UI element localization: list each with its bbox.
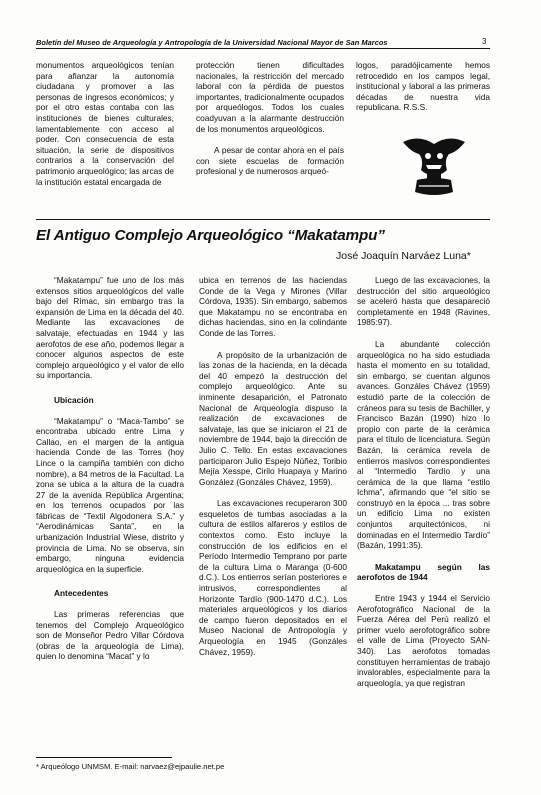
- article-author: José Joaquín Narváez Luna*: [336, 250, 471, 262]
- top-column-3: [356, 60, 490, 113]
- footnote-rule: [36, 757, 172, 758]
- ubicacion-paragraph: “Makatampu” o “Maca-Tambo” se encontraba ubicado entre Lima y Callao, en el margen de la antigua hacienda Conde de las Torres (hoy Lince o la campiña también con dicho nombre), a 84 metros de la Facultad. La zona se ubica a la altura de la cuadra 27 de la avenida República Argentina; en los terrenos ocupados por las fábricas de “Textil Algodonera S.A.” y “Aerodinámicas Santa”, en la urbanización Industrial Wiese, distrito y provincia de Lima. No se observa, sin embargo, ninguna evidencia arqueológica en la superficie.: [36, 415, 184, 574]
- museum-emblem-icon: [397, 132, 471, 200]
- top-column-2-paragraph-1: protección tienen dificultades nacionales, la restricción del mercado laboral con la pérdida de puestos importantes, tradicionalmente ocupados por arqueólogos. Todos los cuales coadyuvan a la alarmante destrucción de los monumentos arqueológicos.: [196, 60, 344, 134]
- intro-paragraph: “Makatampu” fue uno de los más extensos sitios arqueológicos del valle bajo del Rímac, sin embargo tras la expansión de Lima en la década del 40. Mediante las excavaciones de salvataje, efectuadas en 1944 y las aerofotos de ese año, podemos llegar a conocer algunos aspectos de este complejo arqueológico y el valor de ello su importancia.: [36, 275, 184, 381]
- running-header: Boletín del Museo de Arqueología y Antropología de la Universidad Nacional Mayor de San Marcos: [36, 38, 388, 47]
- top-column-1-text: monumentos arqueológicos tenían para afianzar la autonomía ciudadana y promover a las personas de ingresos económicos; y por el otro estas contaba con las instituciones de bienes culturales, lamentablemente con acceso al poder. Con consecuencia de esta situación, la serie de dispositivos contrarios a la conservación del patrimonio arqueológico; las arcas de la institución estatal encargada de: [36, 60, 174, 187]
- article-title: El Antiguo Complejo Arqueológico “Makatampu”: [36, 227, 385, 244]
- article-column-3: [357, 275, 490, 688]
- footnote: * Arqueólogo UNMSM. E-mail: narvaez@ejpaulie.net.pe: [36, 762, 225, 771]
- article-column-2: [199, 275, 347, 657]
- column-3-paragraph-2: La abundante colección arqueológica no ha sido estudiada hasta el momento en su totalidad, sin embargo, se cuentan algunos avances. Gonzáles Chávez (1959) estudió parte de la colección de cráneos para su tesis de Bachiller, y Francisco Bazán (1990) hizo lo propio con parte de la cerámica para el título de licenciatura. Según Bazán, la cerámica revela de entierros masivos correspondientes al “Intermedio Tardío y una cerámica de la que llama “estilo Ichma”, afirmando que “el sitio se construyó en la época ... tras sobre un edificio Lima no existen conjuntos arquitectónicos, ni dominadas en el Intermedio Tardío” (Bazán, 1991:35).: [357, 338, 490, 551]
- aerofotos-heading: Makatampu según las aerofotos de 1944: [357, 561, 490, 583]
- article-column-1: [36, 275, 184, 662]
- section-rule: [36, 219, 490, 220]
- column-2-paragraph-3: Las excavaciones recuperaron 300 esqueletos de tumbas asociadas a la cultura de estilos alfareros y estilos de contextos como. Esto incluye la construcción de los edificios en el Período Intermedio Temprano por parte de la cultura Lima o Maranga (0-600 d.C.). Los entierros serían posteriores e intrusivos, correspondientes al Horizonte Tardío (900-1470 d.C.). Los materiales arqueológicos y los diarios de campo fueron depositados en el Museo Nacional de Antropología y Arqueología en 1945 (Gonzáles Chávez, 1959).: [199, 498, 347, 657]
- top-column-3-text: logos, paradójicamente hemos retrocedido en los campos legal, institucional y laboral a las primeras décadas de nuestra vida republicana. R.S.S.: [356, 60, 490, 113]
- top-column-1: [36, 60, 174, 187]
- antecedentes-heading: Antecedentes: [54, 588, 109, 599]
- page-number: 3: [482, 37, 487, 46]
- top-column-2: [196, 60, 344, 177]
- column-2-paragraph-2: A propósito de la urbanización de las zonas de la hacienda, en la década del 40 empezó la destrucción del complejo arqueológico. Ante su inminente desaparición, el Patronato Nacional de Arqueología dispuso la realización de excavaciones de salvataje, las que se iniciaron el 21 de noviembre de 1944, bajo la dirección de Julio C. Tello. En estas excavaciones participaron Julio Espejo Núñez, Toribio Mejía Xesspe, Cirilo Huapaya y Marino González (Gonzáles Chávez, 1959).: [199, 349, 347, 487]
- header-rule: [36, 48, 490, 49]
- aerofotos-paragraph: Entre 1943 y 1944 el Servicio Aerofotográfico Nacional de la Fuerza Aérea del Perú realizó el primer vuelo aerofotográfico sobre el valle de Lima (Proyecto SAN-340). Las aerofotos tomadas constituyen herramientas de trabajo invalorables, especialmente para la arqueología, ya que registran: [357, 593, 490, 688]
- column-3-paragraph-1: Luego de las excavaciones, la destrucción del sitio arqueológico se aceleró hasta que desapareció completamente en 1948 (Ravines, 1985:97).: [357, 275, 490, 328]
- antecedentes-paragraph: Las primeras referencias que tenemos del Complejo Arqueológico son de Monseñor Pedro Villar Córdova (obras de la arqueología de Lima), quien lo denomina “Macat” y lo: [36, 609, 184, 662]
- column-2-paragraph-1: ubica en terrenos de las haciendas Conde de la Vega y Mirones (Villar Córdova, 1935). Sin embargo, sabemos que Makatampu no se encontraba en dichas haciendas, sino en la colindante Conde de las Torres.: [199, 275, 347, 338]
- top-column-2-paragraph-2: A pesar de contar ahora en el país con siete escuelas de formación profesional y de numerosos arqueó-: [196, 145, 344, 177]
- ubicacion-heading: Ubicación: [54, 394, 94, 405]
